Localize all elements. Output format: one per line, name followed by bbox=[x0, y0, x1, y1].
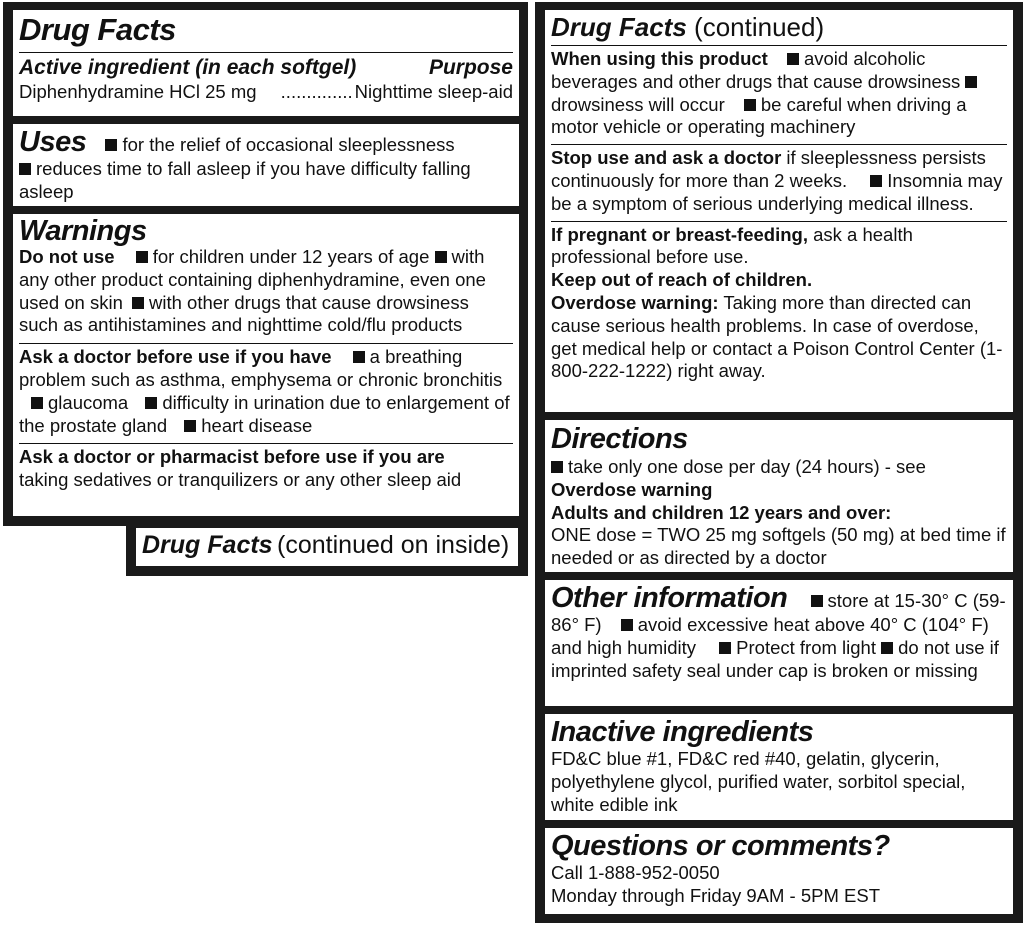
bullet-icon bbox=[719, 642, 731, 654]
directions-box bbox=[545, 420, 1013, 572]
drug-facts-title: Drug Facts bbox=[19, 12, 176, 47]
ask-item-1: a breathing problem such as asthma, emphysema or chronic bronchitis bbox=[19, 346, 503, 390]
uses-item-2: reduces time to fall asleep if you have difficulty falling asleep bbox=[19, 158, 471, 202]
pregnancy-section bbox=[551, 224, 1007, 270]
questions-phone: Call 1-888-952-0050 bbox=[551, 862, 720, 883]
dnu-item-1: for children under 12 years of age bbox=[152, 246, 430, 267]
questions-title: Questions or comments? bbox=[551, 830, 890, 862]
bullet-icon bbox=[105, 139, 117, 151]
bullet-icon bbox=[744, 99, 756, 111]
stop-use-section bbox=[551, 147, 1007, 215]
active-ingredient-row bbox=[19, 81, 513, 104]
ask-item-2: glaucoma bbox=[48, 391, 129, 413]
directions-text-1: take only one dose per day (24 hours) - see bbox=[568, 456, 926, 477]
ask-pharmacist-section bbox=[19, 446, 513, 492]
directions-item-1 bbox=[551, 456, 1007, 479]
bullet-icon bbox=[184, 420, 196, 432]
ask-doctor-label: Ask a doctor before use if you have bbox=[19, 346, 332, 368]
other-info-item-1: store at 15-30° C (59-86° F) bbox=[551, 590, 1006, 635]
directions-title: Directions bbox=[551, 423, 688, 455]
ask-pharmacist-text: taking sedatives or tranquilizers or any other sleep aid bbox=[19, 469, 462, 491]
questions-box bbox=[545, 828, 1013, 914]
divider bbox=[19, 343, 513, 344]
bullet-icon bbox=[870, 175, 882, 187]
bullet-icon bbox=[881, 642, 893, 654]
purpose-header: Purpose bbox=[428, 56, 513, 79]
left-footer-box bbox=[136, 528, 518, 566]
active-purpose: Nighttime sleep-aid bbox=[354, 81, 513, 102]
ask-pharmacist-label: Ask a doctor or pharmacist before use if you are bbox=[19, 446, 445, 468]
questions-hours: Monday through Friday 9AM - 5PM EST bbox=[551, 884, 881, 906]
bullet-icon bbox=[435, 251, 447, 263]
uses-title: Uses bbox=[19, 126, 87, 158]
do-not-use-section bbox=[19, 246, 513, 337]
stop-use-item-2: Insomnia may be a symptom of serious underlying medical illness. bbox=[551, 169, 1003, 214]
footer-title: Drug Facts bbox=[142, 531, 273, 559]
keep-out-of-reach: Keep out of reach of children. bbox=[551, 269, 813, 291]
pregnancy-label: If pregnant or breast-feeding, bbox=[551, 223, 808, 245]
dnu-item-2: with any other product containing diphenhydramine, even one used on skin bbox=[19, 246, 486, 313]
overdose-section bbox=[551, 292, 1007, 383]
uses-box bbox=[13, 124, 519, 206]
bullet-icon bbox=[31, 397, 43, 409]
continued-label: (continued) bbox=[694, 12, 825, 42]
right-top-box bbox=[545, 10, 1013, 412]
when-using-section bbox=[551, 48, 1007, 139]
footer-continued: (continued on inside) bbox=[277, 531, 510, 559]
active-ingredient-name: Diphenhydramine HCl 25 mg bbox=[19, 81, 257, 102]
bullet-icon bbox=[132, 297, 144, 309]
drug-facts-continued-title: Drug Facts bbox=[551, 12, 687, 42]
ask-item-4: heart disease bbox=[201, 414, 313, 436]
directions-overdose-ref: Overdose warning bbox=[551, 478, 713, 500]
inactive-title: Inactive ingredients bbox=[551, 716, 814, 748]
bullet-icon bbox=[965, 76, 977, 88]
overdose-label: Overdose warning: bbox=[551, 291, 719, 313]
active-ingredient-header: Active ingredient (in each softgel) bbox=[19, 56, 357, 79]
bullet-icon bbox=[787, 53, 799, 65]
divider bbox=[551, 221, 1007, 222]
left-title-box bbox=[13, 10, 519, 116]
divider bbox=[551, 144, 1007, 145]
bullet-icon bbox=[19, 163, 31, 175]
directions-adults-label: Adults and children 12 years and over: bbox=[551, 501, 892, 523]
dnu-item-3: with other drugs that cause drowsiness such as antihistamines and nighttime cold/flu products bbox=[19, 291, 469, 336]
uses-item-1: for the relief of occasional sleeplessness bbox=[122, 134, 455, 155]
stop-use-text: if sleeplessness persists continuously for more than 2 weeks. bbox=[551, 147, 986, 191]
other-info-title: Other information bbox=[551, 582, 788, 614]
bullet-icon bbox=[621, 619, 633, 631]
bullet-icon bbox=[353, 351, 365, 363]
ask-doctor-section bbox=[19, 346, 513, 437]
bullet-icon bbox=[551, 461, 563, 473]
other-info-item-3: Protect from light bbox=[736, 636, 876, 658]
wu-item-1: avoid alcoholic beverages and other drugs that cause drowsiness bbox=[551, 48, 961, 92]
leader-dots: .............. bbox=[280, 81, 353, 102]
ask-item-3: difficulty in urination due to enlargement of the prostate gland bbox=[19, 391, 510, 436]
when-using-label: When using this product bbox=[551, 48, 768, 69]
other-info-item-2: avoid excessive heat above 40° C (104° F) and high humidity bbox=[551, 614, 989, 658]
do-not-use-label: Do not use bbox=[19, 246, 115, 267]
directions-dose: ONE dose = TWO 25 mg softgels (50 mg) at bed time if needed or as directed by a doctor bbox=[551, 524, 1006, 569]
other-info-item-4: do not use if imprinted safety seal under cap is broken or missing bbox=[551, 636, 999, 681]
bullet-icon bbox=[145, 397, 157, 409]
wu-item-3: be careful when driving a motor vehicle or operating machinery bbox=[551, 93, 967, 138]
bullet-icon bbox=[136, 251, 148, 263]
right-title-row bbox=[551, 12, 1007, 42]
overdose-text: Taking more than directed can cause serious health problems. In case of overdose, get medical help or contact a Poison Control Center (1-800-222-1222) right away. bbox=[551, 291, 1003, 382]
wu-item-2: drowsiness will occur bbox=[551, 93, 725, 115]
other-info-box bbox=[545, 580, 1013, 706]
divider bbox=[551, 45, 1007, 46]
divider bbox=[19, 52, 513, 53]
pregnancy-text: ask a health professional before use. bbox=[551, 223, 913, 268]
active-header-row bbox=[19, 55, 513, 81]
inactive-text: FD&C blue #1, FD&C red #40, gelatin, glycerin, polyethylene glycol, purified water, sorbitol special, white edible ink bbox=[551, 748, 966, 815]
warnings-box bbox=[13, 214, 519, 516]
divider bbox=[19, 443, 513, 444]
warnings-title: Warnings bbox=[19, 215, 147, 247]
inactive-box bbox=[545, 714, 1013, 820]
bullet-icon bbox=[811, 595, 823, 607]
stop-use-label: Stop use and ask a doctor bbox=[551, 147, 782, 169]
